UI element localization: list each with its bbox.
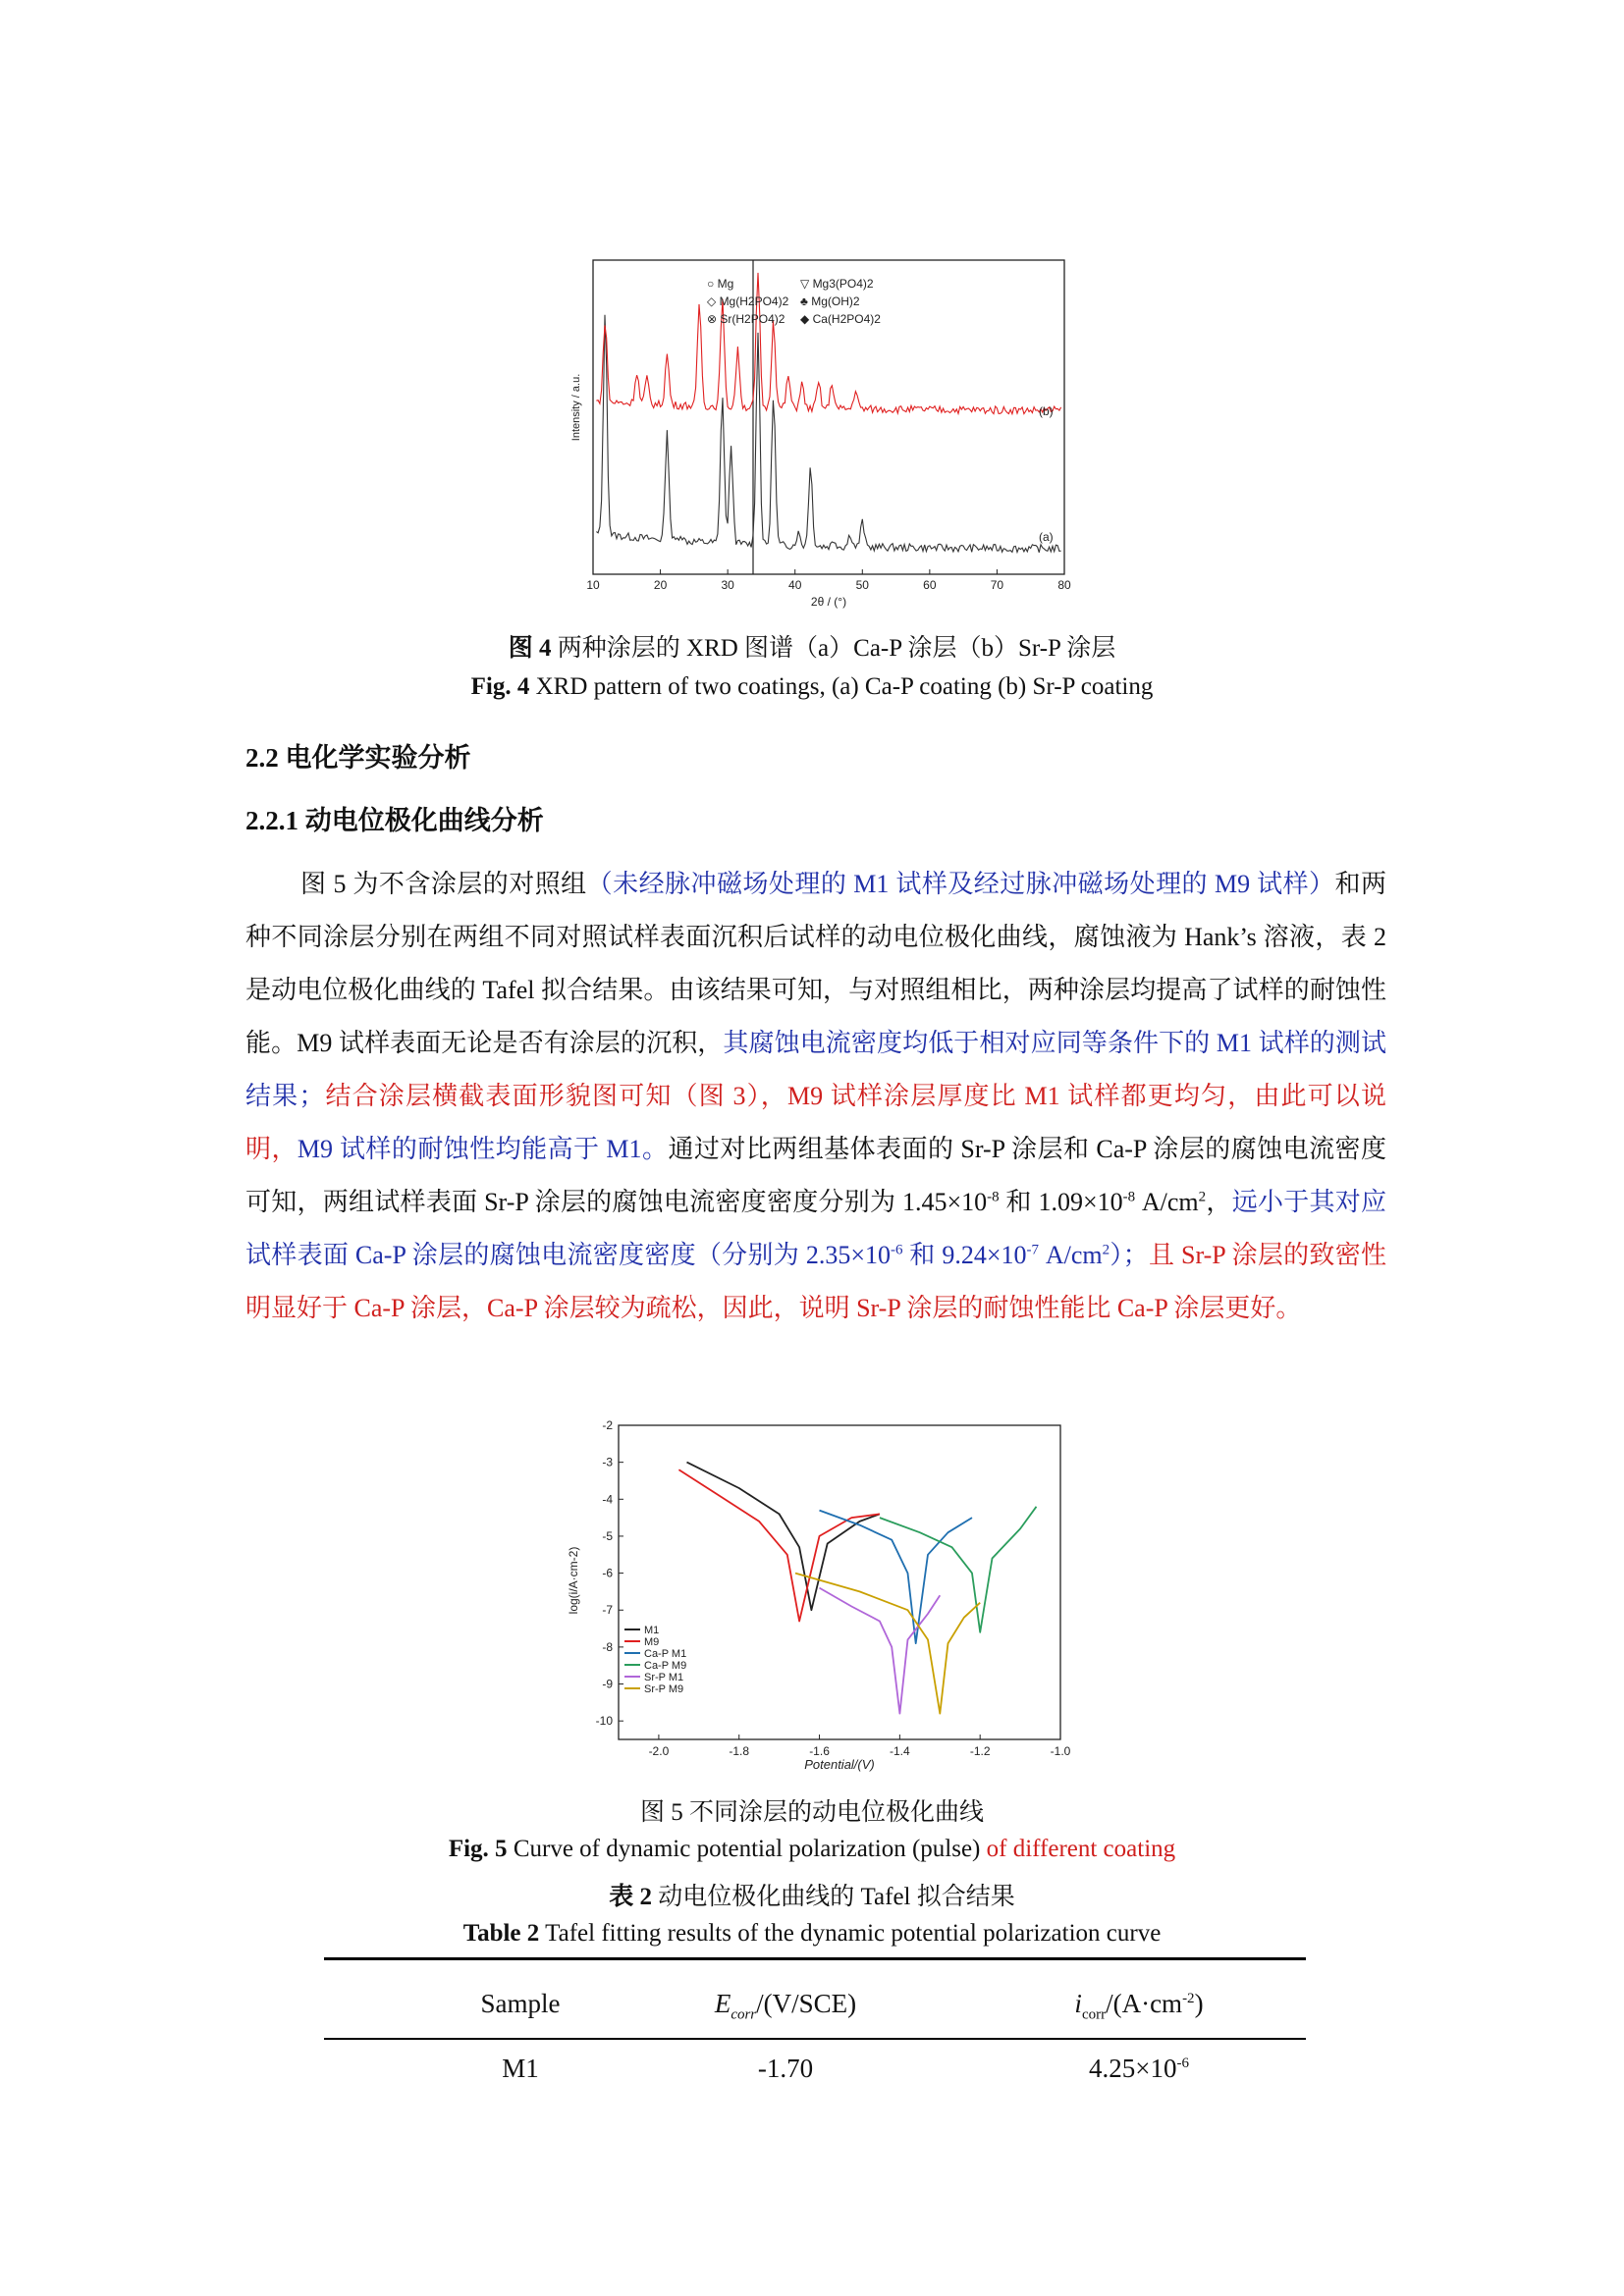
icorr-symbol: i [1074,1989,1082,2018]
para-exp-2: -8 [1122,1189,1136,1205]
table2-caption-cn-prefix: 表 2 [609,1884,652,1910]
xrd-xtick-label: 20 [653,578,668,592]
para-seg-2: （未经脉冲磁场处理的 M1 试样及经过脉冲磁场处理的 M9 试样） [586,870,1335,898]
pol-ytick-label: -7 [602,1603,613,1618]
body-paragraph [245,858,1386,1335]
para-seg-10: ， [1206,1188,1232,1216]
table-header-ecorr [589,1989,982,2023]
pol-xtick-label: -1.6 [809,1744,830,1758]
xrd-xtick-label: 70 [990,578,1004,592]
pol-ytick-label: -8 [602,1639,613,1654]
icorr-close: ) [1194,1989,1204,2018]
pol-xlabel: Potential/(V) [804,1757,875,1772]
pol-ytick-label: -4 [602,1492,613,1507]
para-seg-8: 和 1.09×10 [999,1188,1123,1216]
pol-series-line [795,1574,980,1714]
para-seg-4: 其腐蚀电流密度均低于相对应同等条件下的 M1 试样的测试结果； [245,1029,1386,1110]
fig5-caption-en-red: of different coating [986,1836,1176,1862]
fig4-caption-cn-text: 两种涂层的 XRD 图谱（a）Ca-P 涂层（b）Sr-P 涂层 [557,635,1116,662]
table-top-rule [324,1957,1306,1960]
xrd-xtick-label: 50 [855,578,869,592]
para-seg-9: A/cm [1135,1188,1199,1216]
table-header-rule [324,2038,1306,2040]
xrd-xlabel: 2θ / (°) [810,595,847,609]
table-cell-ecorr: -1.70 [757,2054,814,2083]
pol-series-line [687,1463,880,1611]
pol-xtick-label: -1.0 [1050,1744,1071,1758]
para-exp-1: -8 [987,1189,1000,1205]
table-cell-icorr [972,2054,1306,2084]
pol-ytick-label: -6 [602,1566,613,1580]
pol-ytick-label: -2 [602,1418,613,1432]
pol-plot-frame [619,1425,1060,1739]
xrd-legend-item: ♣ Mg(OH)2 [800,294,860,308]
pol-ytick-label: -10 [595,1714,613,1729]
ecorr-symbol: E [714,1989,731,2018]
xrd-legend-item: ◆ Ca(H2PO4)2 [800,312,881,326]
xrd-series-line [596,315,1060,553]
para-seg-15: 且 Sr-P 涂层的致密性明显好于 Ca-P 涂层，Ca-P 涂层较为疏松，因此，说明 Sr-P 涂层的耐蚀性能比 Ca-P 涂层更好。 [245,1241,1386,1322]
pol-legend-label: Ca-P M1 [644,1648,687,1660]
ecorr-unit: /(V/SCE) [756,1989,857,2018]
pol-legend-label: Sr-P M9 [644,1683,684,1695]
table2-caption-en-text: Tafel fitting results of the dynamic potential polarization curve [545,1920,1162,1947]
pol-legend-label: M1 [644,1625,660,1636]
pol-legend-label: Ca-P M9 [644,1660,687,1672]
xrd-legend-item: ▽ Mg3(PO4)2 [800,277,874,291]
fig5-caption-cn: 图 5 不同涂层的动电位极化曲线 [639,1799,984,1826]
fig5-caption-en [0,1836,1624,1863]
pol-ylabel: log(i/A·cm-2) [567,1546,580,1615]
table2 [324,1957,1306,2105]
fig4-caption-cn-prefix: 图 4 [508,635,552,662]
xrd-xtick-label: 60 [923,578,937,592]
pol-legend-label: Sr-P M1 [644,1672,684,1683]
para-seg-1: 图 5 为不含涂层的对照组 [300,870,587,898]
xrd-label-b: (b) [1039,404,1054,418]
fig4-caption-en [0,673,1624,701]
para-exp-5: -7 [1026,1242,1040,1258]
pol-series-line [678,1469,880,1621]
section-heading: 2.2 电化学实验分析 [245,743,471,773]
table2-caption-en [0,1920,1624,1948]
para-seg-5: 结合涂层横截表面形貌图可知（图 3），M9 试样涂层厚度比 M1 试样都更均匀，由此可以说明， [245,1082,1386,1163]
fig4-caption-en-text: XRD pattern of two coatings, (a) Ca-P coating (b) Sr-P coating [535,673,1154,700]
icorr-exp: -2 [1182,1991,1195,2006]
para-seg-11: 远小于其对应试样表面 Ca-P 涂层的腐蚀电流密度密度（分别为 2.35×10 [245,1188,1386,1269]
icorr-value-base: 4.25×10 [1089,2054,1177,2083]
subsection-heading: 2.2.1 动电位极化曲线分析 [245,806,544,835]
table-header-icorr [972,1989,1306,2023]
xrd-label-a: (a) [1039,530,1054,544]
para-seg-14: ）； [1110,1241,1149,1269]
pol-series-line [820,1511,973,1644]
fig4-caption-en-prefix: Fig. 4 [470,673,530,700]
para-seg-3: 和两种不同涂层分别在两组不同对照试样表面沉积后试样的动电位极化曲线，腐蚀液为 Hank’s 溶液，表 2 是动电位极化曲线的 Tafel 拟合结果。由该结果可知，与对照组相比，两种涂层均提高了试样的耐蚀性能。M9 试样表面无论是否有涂层的沉积， [245,870,1386,1057]
para-exp-6: 2 [1102,1242,1110,1258]
ecorr-sub: corr [731,2006,757,2023]
pol-ytick-label: -5 [602,1528,613,1543]
xrd-xtick-label: 40 [788,578,802,592]
pol-xtick-label: -1.4 [890,1744,910,1758]
pol-xtick-label: -1.2 [969,1744,991,1758]
table-cell-sample: M1 [502,2054,539,2083]
xrd-legend-item: ○ Mg [707,277,734,291]
icorr-value-exp: -6 [1176,2056,1189,2071]
para-seg-13: A/cm [1039,1241,1103,1269]
xrd-legend-item: ◇ Mg(H2PO4)2 [707,294,789,308]
pol-xtick-label: -2.0 [648,1744,670,1758]
pol-xtick-label: -1.8 [729,1744,750,1758]
para-seg-7: 通过对比两组基体表面的 Sr-P 涂层和 Ca-P 涂层的腐蚀电流密度可知，两组试样表面 Sr-P 涂层的腐蚀电流密度密度分别为 1.45×10 [245,1135,1386,1216]
xrd-xtick-label: 80 [1057,578,1071,592]
xrd-ylabel: Intensity / a.u. [570,373,582,442]
icorr-sub: corr [1081,2006,1107,2023]
pol-ytick-label: -9 [602,1677,613,1691]
para-exp-4: -6 [891,1242,903,1258]
para-exp-3: 2 [1198,1189,1207,1205]
xrd-xtick-label: 30 [721,578,734,592]
xrd-legend-item: ⊗ Sr(H2PO4)2 [707,312,785,326]
fig5-caption-en-main: Curve of dynamic potential polarization (pulse) [513,1836,981,1862]
para-seg-6: M9 试样的耐蚀性均能高于 M1。 [297,1135,669,1163]
fig5-caption-en-prefix: Fig. 5 [448,1836,508,1862]
pol-ytick-label: -3 [602,1455,613,1469]
xrd-chart [550,250,1080,614]
fig4-caption-cn [0,628,1624,664]
table2-caption-cn [0,1877,1624,1912]
icorr-unit: /(A·cm [1106,1989,1183,2018]
polarization-chart [560,1414,1090,1777]
table2-caption-en-prefix: Table 2 [462,1920,540,1947]
xrd-xtick-label: 10 [586,578,600,592]
table-header-sample: Sample [480,1989,561,2018]
pol-series-line [820,1588,941,1714]
table2-caption-cn-text: 动电位极化曲线的 Tafel 拟合结果 [658,1884,1015,1910]
para-seg-12: 和 9.24×10 [902,1241,1027,1269]
pol-legend-label: M9 [644,1636,660,1648]
